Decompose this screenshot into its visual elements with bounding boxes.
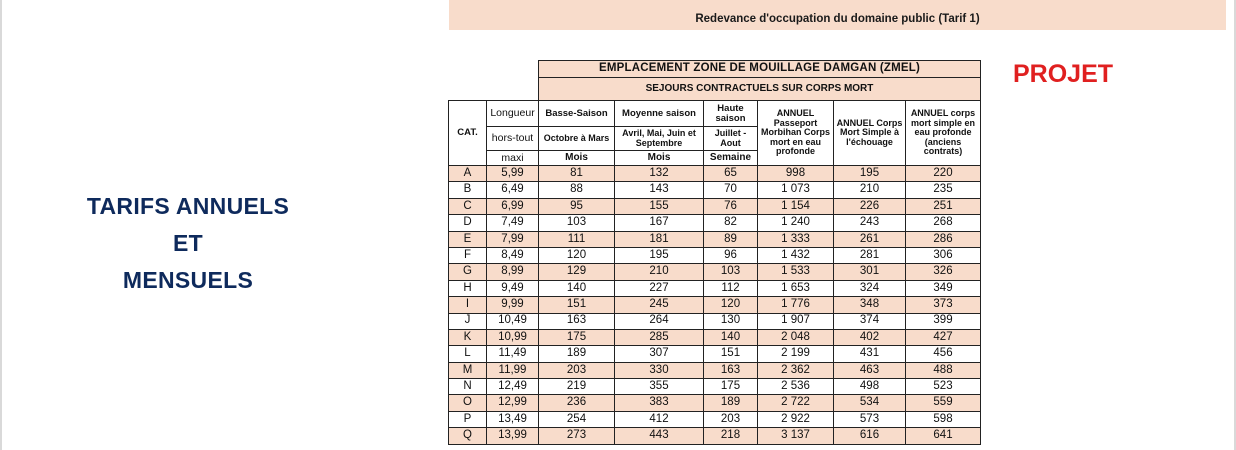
cell-cat: J: [449, 313, 487, 329]
header-moyenne-sub: Avril, Mai, Juin et Septembre: [615, 127, 704, 151]
cell-anc: 349: [906, 280, 981, 296]
cell-pass: 1 533: [758, 264, 834, 280]
cell-echo: 573: [834, 411, 906, 427]
table-row: [449, 297, 981, 313]
table-row: [449, 379, 981, 395]
cell-pass: 2 199: [758, 346, 834, 362]
cell-pass: 1 240: [758, 215, 834, 231]
cell-pass: 998: [758, 166, 834, 182]
cell-cat: F: [449, 247, 487, 263]
cell-echo: 616: [834, 428, 906, 444]
cell-haute: 82: [704, 215, 758, 231]
side-title-line: ET: [173, 230, 203, 256]
cell-basse: 103: [539, 215, 615, 231]
cell-cat: C: [449, 198, 487, 214]
header-banner-text: Redevance d'occupation du domaine public (Tarif 1): [695, 13, 980, 25]
cell-anc: 559: [906, 395, 981, 411]
cell-basse: 140: [539, 280, 615, 296]
page-border-left: [0, 0, 2, 450]
table-row: [449, 182, 981, 198]
cell-moy: 285: [615, 329, 704, 345]
cell-len: 7,99: [487, 231, 539, 247]
header-length-sub: hors-tout: [487, 127, 539, 151]
cell-len: 9,49: [487, 280, 539, 296]
cell-cat: Q: [449, 428, 487, 444]
cell-haute: 218: [704, 428, 758, 444]
cell-cat: P: [449, 411, 487, 427]
cell-echo: 463: [834, 362, 906, 378]
cell-anc: 326: [906, 264, 981, 280]
cell-basse: 189: [539, 346, 615, 362]
table-row: [449, 166, 981, 182]
cell-haute: 189: [704, 395, 758, 411]
header-cat: CAT.: [449, 101, 487, 166]
cell-moy: 210: [615, 264, 704, 280]
cell-moy: 355: [615, 379, 704, 395]
cell-pass: 2 362: [758, 362, 834, 378]
cell-anc: 641: [906, 428, 981, 444]
cell-echo: 261: [834, 231, 906, 247]
cell-echo: 226: [834, 198, 906, 214]
cell-echo: 374: [834, 313, 906, 329]
cell-anc: 251: [906, 198, 981, 214]
cell-moy: 412: [615, 411, 704, 427]
cell-len: 8,49: [487, 247, 539, 263]
cell-cat: K: [449, 329, 487, 345]
cell-len: 11,99: [487, 362, 539, 378]
cell-basse: 273: [539, 428, 615, 444]
cell-pass: 1 776: [758, 297, 834, 313]
cell-anc: 286: [906, 231, 981, 247]
cell-len: 6,99: [487, 198, 539, 214]
side-title-line: MENSUELS: [122, 267, 254, 293]
cell-pass: 1 907: [758, 313, 834, 329]
cell-len: 13,99: [487, 428, 539, 444]
cell-len: 9,99: [487, 297, 539, 313]
cell-basse: 111: [539, 231, 615, 247]
projet-stamp: PROJET: [1013, 60, 1114, 88]
table-row: [449, 362, 981, 378]
table-row: [449, 313, 981, 329]
cell-haute: 175: [704, 379, 758, 395]
header-moyenne: Moyenne saison: [615, 101, 704, 127]
table-row: [449, 231, 981, 247]
cell-pass: 2 048: [758, 329, 834, 345]
header-haute-sub: Juillet - Aout: [704, 127, 758, 151]
cell-basse: 219: [539, 379, 615, 395]
cell-anc: 373: [906, 297, 981, 313]
cell-anc: 306: [906, 247, 981, 263]
table-row: [449, 198, 981, 214]
cell-cat: L: [449, 346, 487, 362]
cell-anc: 488: [906, 362, 981, 378]
header-basse: Basse-Saison: [539, 101, 615, 127]
cell-len: 10,49: [487, 313, 539, 329]
cell-cat: D: [449, 215, 487, 231]
cell-haute: 112: [704, 280, 758, 296]
cell-echo: 195: [834, 166, 906, 182]
cell-cat: I: [449, 297, 487, 313]
cell-anc: 399: [906, 313, 981, 329]
cell-haute: 130: [704, 313, 758, 329]
cell-pass: 1 432: [758, 247, 834, 263]
cell-echo: 243: [834, 215, 906, 231]
cell-moy: 195: [615, 247, 704, 263]
cell-anc: 220: [906, 166, 981, 182]
cell-haute: 89: [704, 231, 758, 247]
cell-anc: 523: [906, 379, 981, 395]
cell-basse: 88: [539, 182, 615, 198]
cell-pass: 1 333: [758, 231, 834, 247]
cell-len: 7,49: [487, 215, 539, 231]
cell-moy: 383: [615, 395, 704, 411]
cell-echo: 301: [834, 264, 906, 280]
cell-basse: 203: [539, 362, 615, 378]
table-row: [449, 247, 981, 263]
cell-moy: 307: [615, 346, 704, 362]
cell-anc: 456: [906, 346, 981, 362]
cell-basse: 81: [539, 166, 615, 182]
cell-moy: 330: [615, 362, 704, 378]
cell-len: 12,99: [487, 395, 539, 411]
cell-echo: 210: [834, 182, 906, 198]
cell-cat: E: [449, 231, 487, 247]
cell-haute: 140: [704, 329, 758, 345]
table-body: [449, 166, 981, 445]
side-title-line: TARIFS ANNUELS: [86, 193, 290, 219]
table-row: [449, 428, 981, 444]
table-row: [449, 264, 981, 280]
header-passeport: ANNUEL Passeport Morbihan Corps mort en eau profonde: [758, 101, 834, 166]
header-length: Longueur: [487, 101, 539, 127]
cell-basse: 120: [539, 247, 615, 263]
cell-haute: 70: [704, 182, 758, 198]
side-title: [58, 188, 318, 299]
cell-anc: 235: [906, 182, 981, 198]
header-basse-unit: Mois: [539, 151, 615, 166]
cell-haute: 103: [704, 264, 758, 280]
cell-len: 6,49: [487, 182, 539, 198]
cell-pass: 2 536: [758, 379, 834, 395]
cell-anc: 268: [906, 215, 981, 231]
cell-haute: 65: [704, 166, 758, 182]
cell-basse: 254: [539, 411, 615, 427]
cell-haute: 151: [704, 346, 758, 362]
table-row: [449, 346, 981, 362]
cell-pass: 2 922: [758, 411, 834, 427]
cell-haute: 120: [704, 297, 758, 313]
cell-echo: 324: [834, 280, 906, 296]
header-moyenne-unit: Mois: [615, 151, 704, 166]
header-length-unit: maxi: [487, 151, 539, 166]
table-subtitle: SEJOURS CONTRACTUELS SUR CORPS MORT: [539, 78, 981, 101]
cell-cat: G: [449, 264, 487, 280]
header-haute-unit: Semaine: [704, 151, 758, 166]
cell-echo: 348: [834, 297, 906, 313]
cell-cat: M: [449, 362, 487, 378]
cell-len: 10,99: [487, 329, 539, 345]
cell-basse: 129: [539, 264, 615, 280]
cell-pass: 1 653: [758, 280, 834, 296]
cell-haute: 96: [704, 247, 758, 263]
table-row: [449, 411, 981, 427]
cell-basse: 151: [539, 297, 615, 313]
cell-moy: 143: [615, 182, 704, 198]
cell-moy: 155: [615, 198, 704, 214]
cell-cat: N: [449, 379, 487, 395]
header-basse-sub: Octobre à Mars: [539, 127, 615, 151]
cell-pass: 2 722: [758, 395, 834, 411]
cell-moy: 264: [615, 313, 704, 329]
cell-len: 11,49: [487, 346, 539, 362]
cell-moy: 132: [615, 166, 704, 182]
cell-moy: 245: [615, 297, 704, 313]
cell-echo: 498: [834, 379, 906, 395]
table-row: [449, 280, 981, 296]
cell-basse: 163: [539, 313, 615, 329]
cell-cat: A: [449, 166, 487, 182]
table-row: [449, 395, 981, 411]
header-ancien: ANNUEL corps mort simple en eau profonde (anciens contrats): [906, 101, 981, 166]
cell-basse: 175: [539, 329, 615, 345]
cell-cat: B: [449, 182, 487, 198]
cell-anc: 598: [906, 411, 981, 427]
cell-echo: 402: [834, 329, 906, 345]
cell-haute: 163: [704, 362, 758, 378]
cell-basse: 95: [539, 198, 615, 214]
cell-cat: O: [449, 395, 487, 411]
cell-pass: 1 073: [758, 182, 834, 198]
cell-echo: 431: [834, 346, 906, 362]
cell-echo: 281: [834, 247, 906, 263]
table-row: [449, 215, 981, 231]
cell-len: 12,49: [487, 379, 539, 395]
cell-haute: 76: [704, 198, 758, 214]
cell-len: 5,99: [487, 166, 539, 182]
cell-len: 13,49: [487, 411, 539, 427]
cell-anc: 427: [906, 329, 981, 345]
cell-moy: 181: [615, 231, 704, 247]
cell-echo: 534: [834, 395, 906, 411]
cell-moy: 167: [615, 215, 704, 231]
table-row: [449, 329, 981, 345]
cell-pass: 3 137: [758, 428, 834, 444]
header-echouage: ANNUEL Corps Mort Simple à l'échouage: [834, 101, 906, 166]
tariff-table: [448, 60, 981, 445]
cell-len: 8,99: [487, 264, 539, 280]
header-banner: [449, 0, 1226, 30]
header-haute: Haute saison: [704, 101, 758, 127]
table-title: EMPLACEMENT ZONE DE MOUILLAGE DAMGAN (ZMEL): [539, 61, 981, 78]
cell-cat: H: [449, 280, 487, 296]
cell-moy: 227: [615, 280, 704, 296]
cell-moy: 443: [615, 428, 704, 444]
cell-haute: 203: [704, 411, 758, 427]
cell-pass: 1 154: [758, 198, 834, 214]
cell-basse: 236: [539, 395, 615, 411]
